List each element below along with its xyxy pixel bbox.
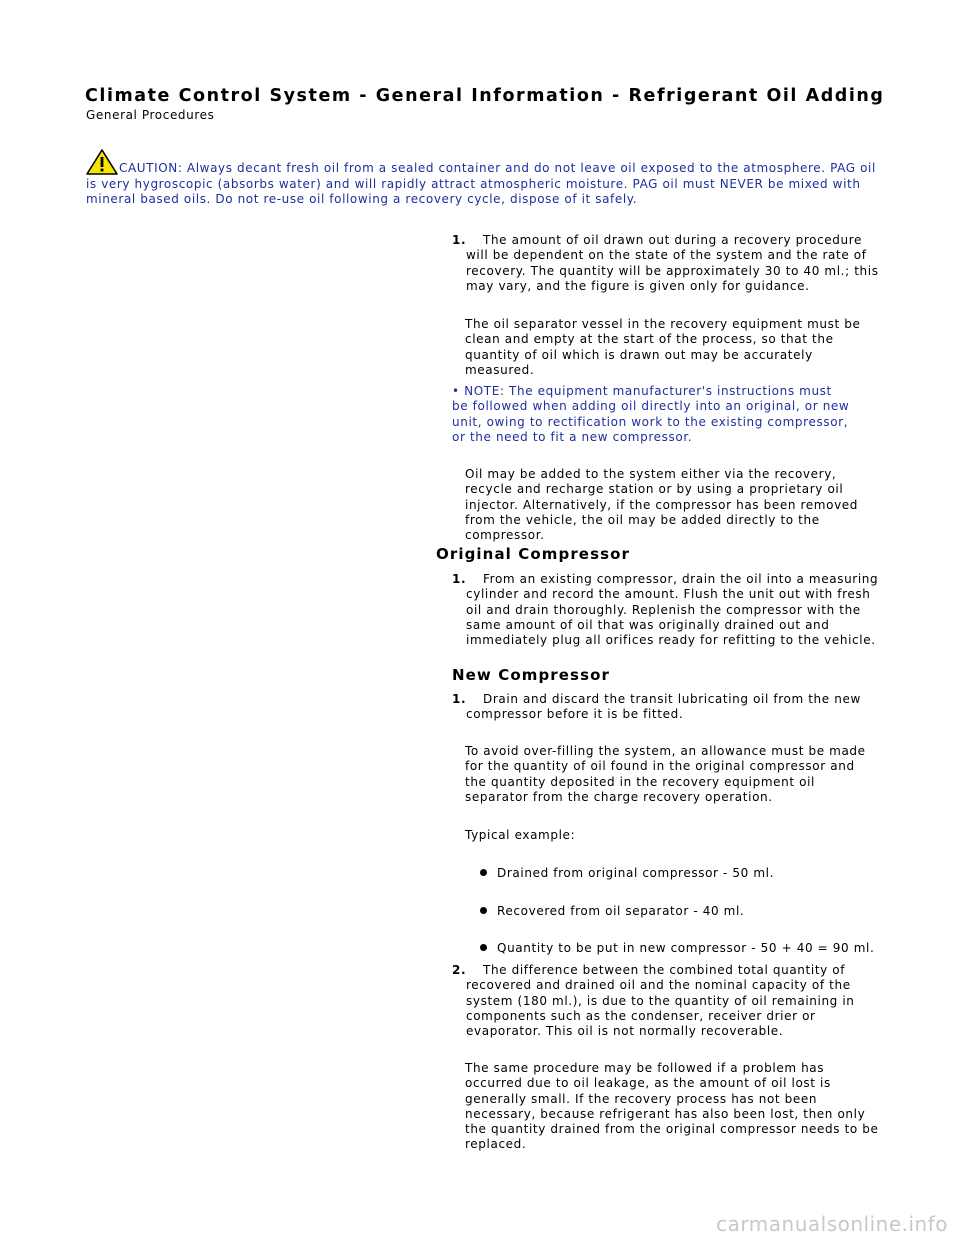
page-title: Climate Control System - General Information - Refrigerant Oil Adding [85,86,885,106]
original-step-1 [452,572,882,648]
bullet-icon [480,869,487,876]
list-item-text: Drained from original compressor - 50 ml. [497,866,775,880]
new-paragraph-2: The same procedure may be followed if a problem has occurred due to oil leakage, as the amount of oil lost is generally small. If the recovery process has not been necessary, because refrigerant has also been lost, then only the quantity drained from the original compressor needs to be replaced. [465,1061,879,1152]
intro-paragraph-2: Oil may be added to the system either via the recovery, recycle and recharge station or by using a proprietary oil injector. Alternatively, if the compressor has been removed from the vehicle, the oil may be added directly to the compressor. [465,467,859,543]
intro-step-1 [452,233,882,294]
step-text: The difference between the combined total quantity of recovered and drained oil and the nominal capacity of the system (180 ml.), is due to the quantity of oil remaining in components such as the condenser, receiver drier or evaporator. This oil is not normally recoverable. [466,963,855,1039]
step-text: The amount of oil drawn out during a recovery procedure will be dependent on the state of the system and the rate of recovery. The quantity will be approximately 30 to 40 ml.; this may vary, and the figure is given only for guidance. [466,233,879,293]
step-number: 1. [452,233,467,247]
list-item [480,904,744,919]
step-number: 1. [452,692,467,706]
list-item-text: Recovered from oil separator - 40 ml. [497,904,745,918]
caution-block [86,149,886,208]
page-subtitle: General Procedures [86,108,215,122]
section-heading-original: Original Compressor [436,545,631,563]
new-step-2 [452,963,882,1039]
note-block: • NOTE: The equipment manufacturer's instructions must be followed when adding oil directly into an original, or new unit, owing to rectification work to the existing compressor, or the need to fit a new compressor. [452,384,850,444]
new-step-1 [452,692,882,723]
step-number: 1. [452,572,467,586]
step-text: Drain and discard the transit lubricating oil from the new compressor before it is be fitted. [466,692,861,722]
list-item-text: Quantity to be put in new compressor - 50 + 40 = 90 ml. [497,941,875,955]
intro-paragraph-1: The oil separator vessel in the recovery equipment must be clean and empty at the start of the process, so that the quantity of oil which is drawn out may be accurately measured. [465,317,861,377]
watermark: carmanualsonline.info [716,1212,948,1236]
caution-text: CAUTION: Always decant fresh oil from a sealed container and do not leave oil exposed to the atmosphere. PAG oil is very hygroscopic (absorbs water) and will rapidly attract atmospheric moisture. PAG oil must NEVER be mixed with mineral based oils. Do not re-use oil following a recovery cycle, dispose of it safely. [86,161,876,206]
bullet-icon [480,907,487,914]
warning-triangle-icon [86,149,118,175]
section-heading-new: New Compressor [452,666,611,684]
list-item [480,941,874,956]
new-paragraph-1: To avoid over-filling the system, an allowance must be made for the quantity of oil found in the original compressor and the quantity deposited in the recovery equipment oil separator from the charge recovery operation. [465,744,866,804]
example-label: Typical example: [465,828,576,842]
step-number: 2. [452,963,467,977]
step-text: From an existing compressor, drain the oil into a measuring cylinder and record the amount. Flush the unit out with fresh oil and drain thoroughly. Replenish the compressor with the same amount of oil that was originally drained out and immediately plug all orifices ready for refitting to the vehicle. [466,572,879,648]
list-item [480,866,774,881]
bullet-icon [480,944,487,951]
